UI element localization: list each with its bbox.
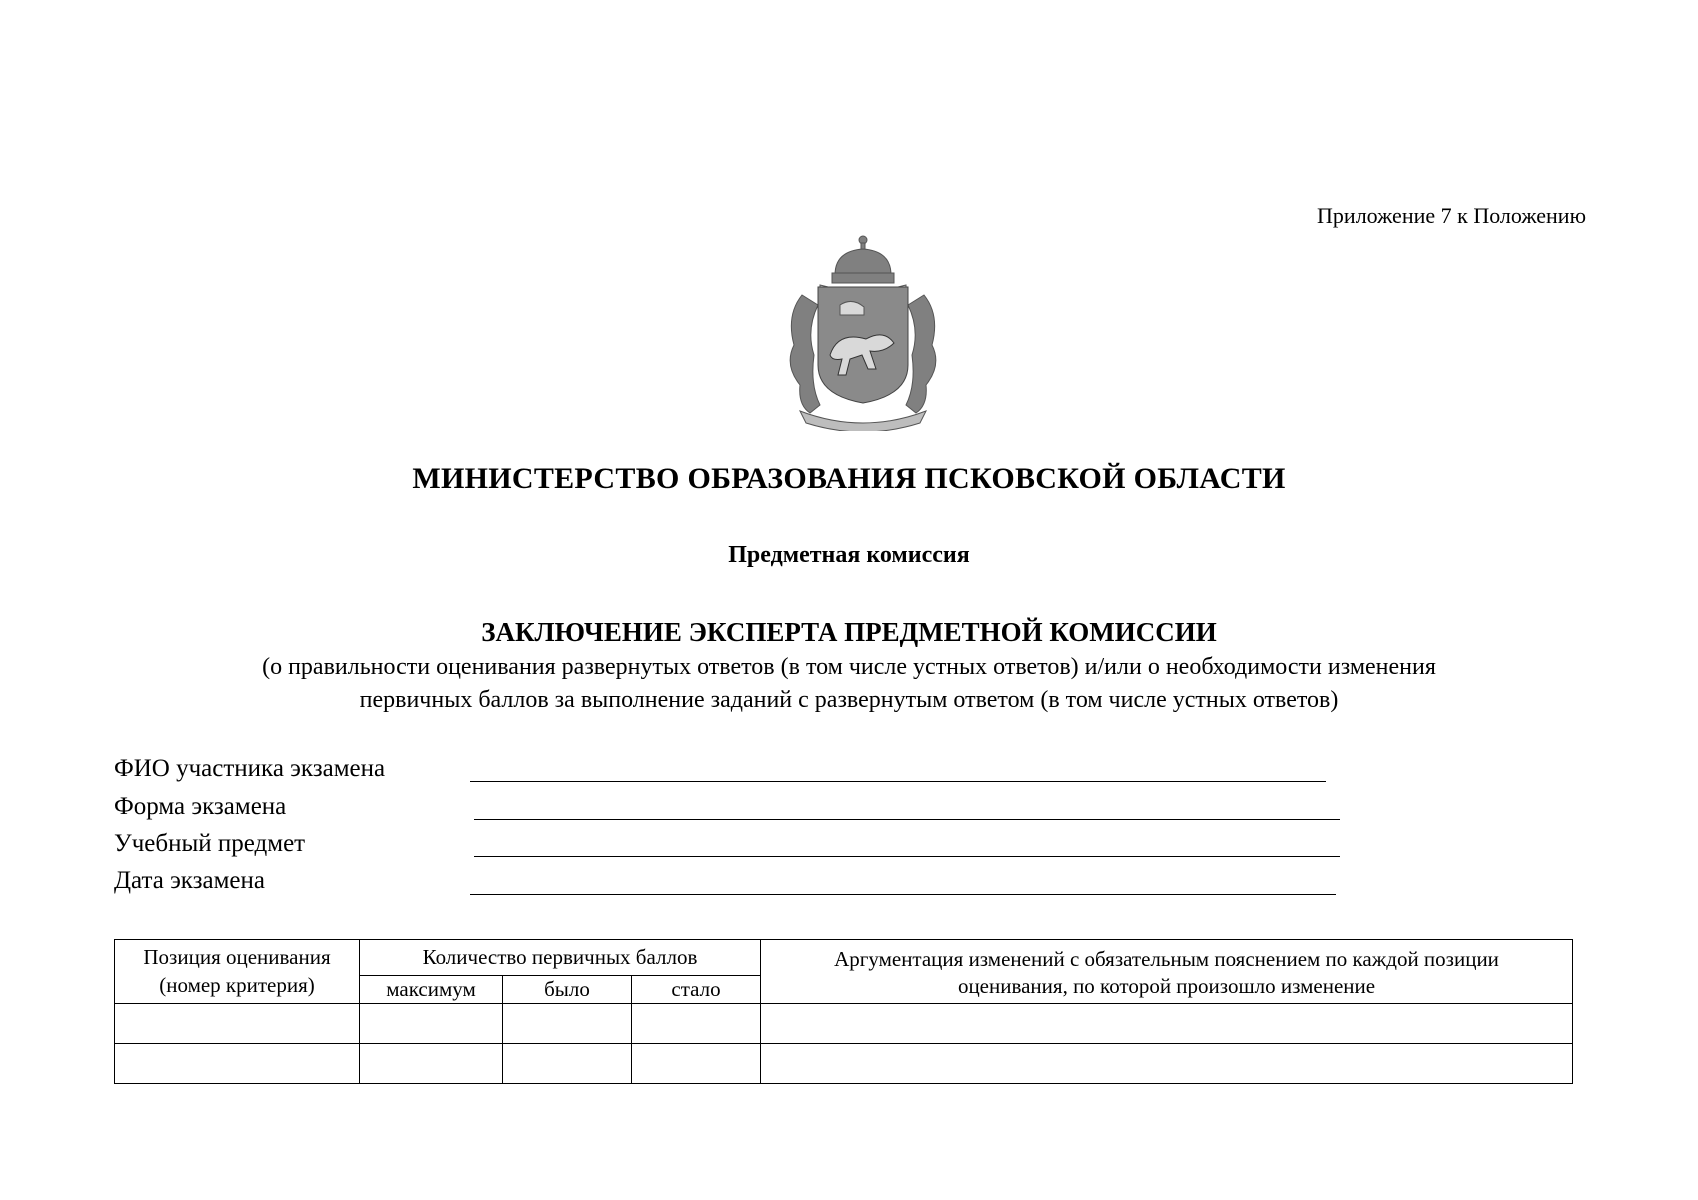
participant-name-label: ФИО участника экзамена <box>114 755 386 782</box>
table-cell[interactable] <box>503 1004 632 1044</box>
table-cell[interactable] <box>360 1004 503 1044</box>
coat-of-arms-icon <box>780 235 946 431</box>
table-cell[interactable] <box>632 1044 761 1084</box>
document-title: ЗАКЛЮЧЕНИЕ ЭКСПЕРТА ПРЕДМЕТНОЙ КОМИССИИ <box>481 617 1217 647</box>
subtitle-line: первичных баллов за выполнение заданий с развернутым ответом (в том числе устных ответов) <box>359 687 1339 713</box>
table-cell[interactable] <box>115 1044 360 1084</box>
table-row <box>115 1044 1573 1084</box>
exam-date-field[interactable] <box>470 894 1336 895</box>
table-cell[interactable] <box>360 1044 503 1084</box>
subject-field[interactable] <box>474 856 1340 857</box>
ministry-title: МИНИСТЕРСТВО ОБРАЗОВАНИЯ ПСКОВСКОЙ ОБЛАСТИ <box>412 462 1286 495</box>
participant-name-field[interactable] <box>470 781 1326 782</box>
exam-form-field[interactable] <box>474 819 1340 820</box>
evaluation-table <box>114 939 1573 1084</box>
exam-date-label: Дата экзамена <box>114 867 265 894</box>
table-row <box>115 1004 1573 1044</box>
exam-form-label: Форма экзамена <box>114 793 287 820</box>
table-cell[interactable] <box>761 1004 1573 1044</box>
header-position: Позиция оценивания (номер критерия) <box>115 940 360 1004</box>
appendix-note: Приложение 7 к Положению <box>1317 203 1586 228</box>
header-became: стало <box>632 976 761 1004</box>
table-cell[interactable] <box>761 1044 1573 1084</box>
commission-title: Предметная комиссия <box>728 542 970 568</box>
header-max: максимум <box>360 976 503 1004</box>
subtitle-line: (о правильности оценивания развернутых ответов (в том числе устных ответов) и/или о необходимости изменения <box>262 654 1436 680</box>
document-subtitle <box>0 651 1698 717</box>
header-was: было <box>503 976 632 1004</box>
header-points: Количество первичных баллов <box>360 940 761 976</box>
table-header-row <box>115 940 1573 976</box>
table-cell[interactable] <box>115 1004 360 1044</box>
header-argumentation: Аргументация изменений с обязательным пояснением по каждой позиции оценивания, по которой произошло изменение <box>761 940 1573 1004</box>
table-cell[interactable] <box>503 1044 632 1084</box>
table-cell[interactable] <box>632 1004 761 1044</box>
subject-label: Учебный предмет <box>114 830 306 857</box>
